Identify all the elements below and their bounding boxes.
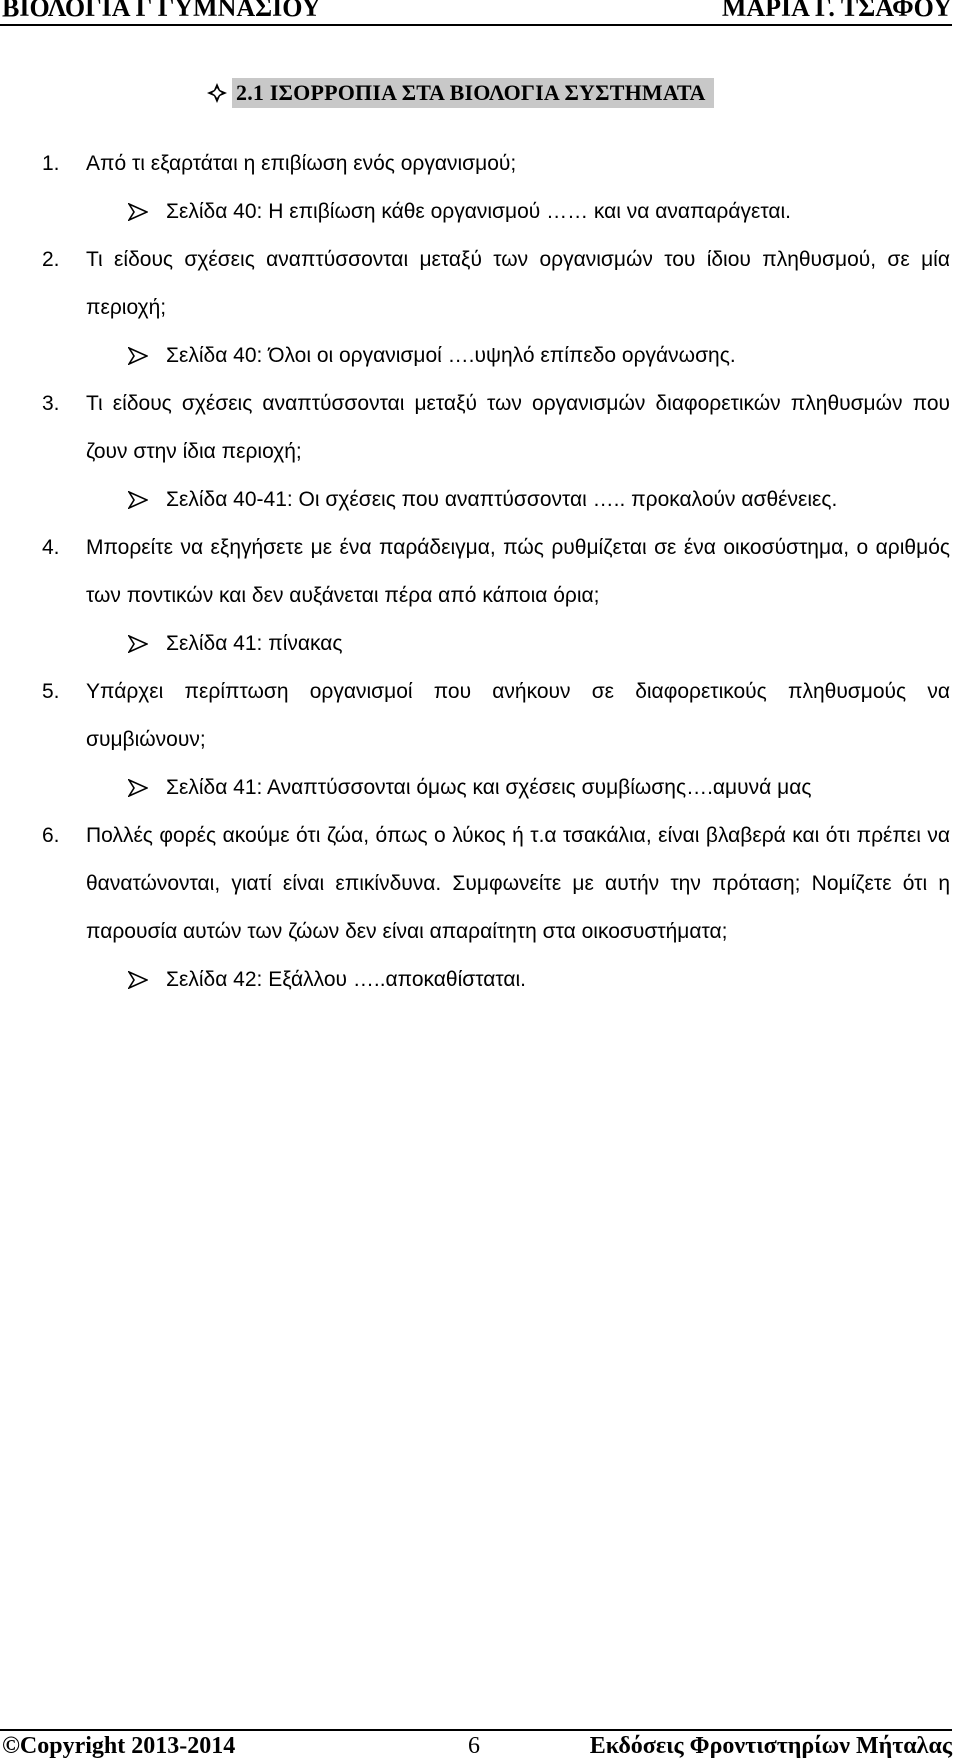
header-subject: ΒΙΟΛΟΓΙΑ Γ ΓΥΜΝΑΣΙΟΥ <box>2 0 321 22</box>
question-text: Τι είδους σχέσεις αναπτύσσονται μεταξύ των οργανισμών του ίδιου πληθυσμού, σε μία περιοχή; <box>86 248 950 319</box>
question-text: Πολλές φορές ακούμε ότι ζώα, όπως ο λύκος ή τ.α τσακάλια, είναι βλαβερά και ότι πρέπει να θανατώνονται, γιατί είναι επικίνδυνα. Συμφωνείτε με αυτήν την πρόταση; Νομίζετε ότι η παρουσία αυτών των ζώων δεν είναι απαραίτητη στα οικοσυστήματα; <box>86 824 950 943</box>
answer-text: Σελίδα 41: πίνακας <box>166 632 343 655</box>
list-item <box>42 812 950 1004</box>
page-number: 6 <box>468 1733 480 1759</box>
question-text: Υπάρχει περίπτωση οργανισμοί που ανήκουν σε διαφορετικούς πληθυσμούς να συμβιώνουν; <box>86 680 950 751</box>
question-number: 6. <box>42 824 60 847</box>
list-item <box>42 524 950 668</box>
diamond-bullet-icon <box>206 82 228 104</box>
question-text: Μπορείτε να εξηγήσετε με ένα παράδειγμα, πώς ρυθμίζεται σε ένα οικοσύστημα, ο αριθμός των ποντικών και δεν αυξάνεται πέρα από κάποια όρια; <box>86 536 950 607</box>
question-text: Από τι εξαρτάται η επιβίωση ενός οργανισμού; <box>86 152 517 175</box>
list-item <box>42 668 950 812</box>
question <box>42 812 950 956</box>
arrow-bullet-icon <box>128 779 148 797</box>
answer-text: Σελίδα 40: Όλοι οι οργανισμοί ….υψηλό επίπεδο οργάνωσης. <box>166 344 736 367</box>
question <box>42 524 950 620</box>
header-author: ΜΑΡΙΑ Γ. ΤΣΑΦΟΥ <box>721 0 952 22</box>
question-number: 2. <box>42 248 60 271</box>
question <box>42 668 950 764</box>
arrow-bullet-icon <box>128 203 148 221</box>
footer-copyright: ©Copyright 2013-2014 <box>2 1733 236 1759</box>
answer-text: Σελίδα 40-41: Οι σχέσεις που αναπτύσσονται ….. προκαλούν ασθένειες. <box>166 488 838 511</box>
list-item <box>42 380 950 524</box>
arrow-bullet-icon <box>128 491 148 509</box>
question <box>42 380 950 476</box>
question-number: 3. <box>42 392 60 415</box>
section-heading <box>232 78 714 108</box>
question <box>42 140 950 188</box>
question-text: Τι είδους σχέσεις αναπτύσσονται μεταξύ των οργανισμών διαφορετικών πληθυσμών που ζουν στην ίδια περιοχή; <box>86 392 950 463</box>
answer <box>42 956 950 1004</box>
answer-text: Σελίδα 42: Εξάλλου …..αποκαθίσταται. <box>166 968 527 991</box>
question <box>42 236 950 332</box>
question-list <box>42 140 950 1004</box>
answer-text: Σελίδα 40: Η επιβίωση κάθε οργανισμού …… και να αναπαράγεται. <box>166 200 791 223</box>
header-rule <box>0 24 952 26</box>
answer-text: Σελίδα 41: Αναπτύσσονται όμως και σχέσεις συμβίωσης….αμυνά μας <box>166 776 812 799</box>
question-number: 1. <box>42 152 60 175</box>
answer <box>42 764 950 812</box>
question-number: 5. <box>42 680 60 703</box>
answer <box>42 476 950 524</box>
page-footer <box>0 1731 952 1761</box>
question-number: 4. <box>42 536 60 559</box>
answer <box>42 620 950 668</box>
arrow-bullet-icon <box>128 347 148 365</box>
list-item <box>42 236 950 380</box>
page-header <box>0 0 952 24</box>
answer <box>42 188 950 236</box>
list-item <box>42 140 950 236</box>
footer-publisher: Εκδόσεις Φροντιστηρίων Μήταλας <box>589 1733 952 1759</box>
section-title: 2.1 ΙΣΟΡΡΟΠΙΑ ΣΤΑ ΒΙΟΛΟΓΙΑ ΣΥΣΤΗΜΑΤΑ <box>232 78 714 108</box>
answer <box>42 332 950 380</box>
arrow-bullet-icon <box>128 635 148 653</box>
arrow-bullet-icon <box>128 971 148 989</box>
